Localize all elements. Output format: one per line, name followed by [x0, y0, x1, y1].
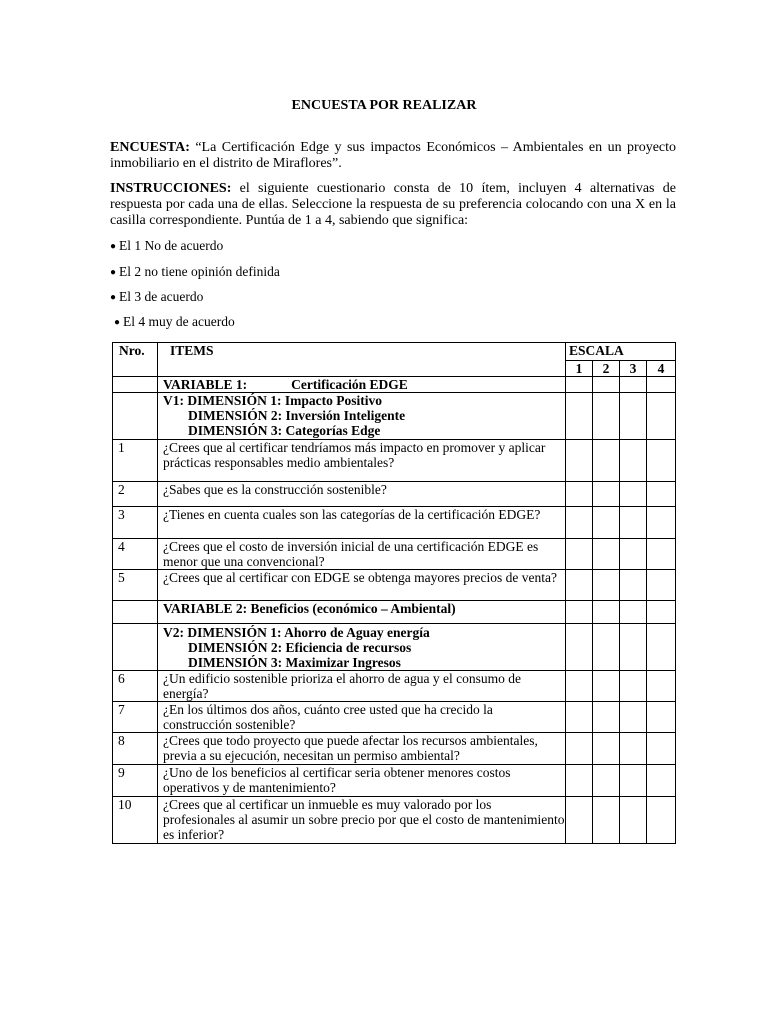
- dimension-row: [113, 624, 676, 671]
- answer-cell[interactable]: [647, 601, 676, 624]
- bullet-icon: ●: [110, 267, 117, 278]
- item-question: ¿Crees que al certificar un inmueble es muy valorado por los profesionales al asumir un sobre precio por que el costo de mantenimiento es inferior?: [158, 797, 566, 844]
- item-question: ¿Crees que todo proyecto que puede afectar los recursos ambientales, previa a su ejecución, necesitan un permiso ambiental?: [158, 733, 566, 765]
- header-escala: ESCALA: [566, 343, 676, 361]
- answer-cell[interactable]: [593, 765, 620, 797]
- item-number: 4: [113, 539, 158, 570]
- item-number: 7: [113, 702, 158, 733]
- answer-cell[interactable]: [566, 797, 593, 844]
- answer-cell[interactable]: [647, 507, 676, 539]
- table-row: [113, 671, 676, 702]
- answer-cell[interactable]: [647, 702, 676, 733]
- item-number: 3: [113, 507, 158, 539]
- dimension-row: [113, 393, 676, 440]
- table-row: [113, 440, 676, 482]
- item-question: ¿Uno de los beneficios al certificar seria obtener menores costos operativos y de mantenimiento?: [158, 765, 566, 797]
- answer-cell[interactable]: [647, 570, 676, 601]
- answer-cell[interactable]: [620, 482, 647, 507]
- table-row: [113, 797, 676, 844]
- instrucciones-text: el siguiente cuestionario consta de 10 ítem, incluyen 4 alternativas de respuesta por cada una de ellas. Seleccione la respuesta de su preferencia colocando con una X en la casilla correspondiente. Puntúa de 1 a 4, sabiendo que significa:: [110, 181, 676, 228]
- variable-row: [113, 601, 676, 624]
- answer-cell[interactable]: [566, 765, 593, 797]
- scale-2: 2: [593, 361, 620, 377]
- answer-cell[interactable]: [647, 377, 676, 393]
- bullet-item: ● El 3 de acuerdo: [110, 289, 204, 304]
- v2-dimensions: V2: DIMENSIÓN 1: Ahorro de Aguay energía DIMENSIÓN 2: Eficiencia de recursos DIMENSIÓN 3: Maximizar Ingresos: [158, 624, 566, 671]
- answer-cell[interactable]: [566, 440, 593, 482]
- answer-cell[interactable]: [566, 570, 593, 601]
- answer-cell[interactable]: [620, 440, 647, 482]
- bullet-item: ● El 1 No de acuerdo: [110, 238, 224, 253]
- answer-cell[interactable]: [620, 539, 647, 570]
- answer-cell[interactable]: [566, 539, 593, 570]
- instrucciones-label: INSTRUCCIONES:: [110, 181, 232, 196]
- header-items: ITEMS: [158, 343, 566, 377]
- answer-cell[interactable]: [647, 765, 676, 797]
- answer-cell[interactable]: [620, 671, 647, 702]
- table-row: [113, 539, 676, 570]
- answer-cell[interactable]: [593, 507, 620, 539]
- answer-cell[interactable]: [593, 733, 620, 765]
- answer-cell[interactable]: [593, 377, 620, 393]
- item-question: ¿En los últimos dos años, cuánto cree usted que ha crecido la construcción sostenible?: [158, 702, 566, 733]
- answer-cell[interactable]: [620, 393, 647, 440]
- answer-cell[interactable]: [620, 507, 647, 539]
- answer-cell[interactable]: [593, 624, 620, 671]
- bullet-icon: ●: [110, 241, 117, 252]
- answer-cell[interactable]: [566, 671, 593, 702]
- answer-cell[interactable]: [647, 671, 676, 702]
- table-row: [113, 765, 676, 797]
- answer-cell[interactable]: [620, 601, 647, 624]
- item-number: 6: [113, 671, 158, 702]
- table-row: [113, 570, 676, 601]
- bullet-icon: ●: [114, 317, 121, 328]
- answer-cell[interactable]: [593, 393, 620, 440]
- header-nro: Nro.: [113, 343, 158, 377]
- table-header-row: [113, 343, 676, 361]
- scale-3: 3: [620, 361, 647, 377]
- scale-1: 1: [566, 361, 593, 377]
- answer-cell[interactable]: [647, 482, 676, 507]
- item-number: 8: [113, 733, 158, 765]
- answer-cell[interactable]: [620, 797, 647, 844]
- item-number: 5: [113, 570, 158, 601]
- item-number: 10: [113, 797, 158, 844]
- variable-1-label: VARIABLE 1: Certificación EDGE: [158, 377, 566, 393]
- item-question: ¿Un edificio sostenible prioriza el ahorro de agua y el consumo de energía?: [158, 671, 566, 702]
- answer-cell[interactable]: [566, 702, 593, 733]
- answer-cell[interactable]: [566, 601, 593, 624]
- answer-cell[interactable]: [566, 393, 593, 440]
- answer-cell[interactable]: [566, 624, 593, 671]
- scale-4: 4: [647, 361, 676, 377]
- answer-cell[interactable]: [620, 570, 647, 601]
- item-number: 1: [113, 440, 158, 482]
- answer-cell[interactable]: [647, 539, 676, 570]
- item-question: ¿Crees que al certificar tendríamos más impacto en promover y aplicar prácticas responsables medio ambientales?: [158, 440, 566, 482]
- answer-cell[interactable]: [647, 733, 676, 765]
- bullet-icon: ●: [110, 292, 117, 303]
- item-question: ¿Crees que el costo de inversión inicial de una certificación EDGE es menor que una convencional?: [158, 539, 566, 570]
- variable-row: [113, 377, 676, 393]
- table-row: [113, 507, 676, 539]
- answer-cell[interactable]: [566, 733, 593, 765]
- table-row: [113, 733, 676, 765]
- item-question: ¿Crees que al certificar con EDGE se obtenga mayores precios de venta?: [158, 570, 566, 601]
- answer-cell[interactable]: [647, 797, 676, 844]
- instrucciones-paragraph: [110, 181, 676, 229]
- item-number: 2: [113, 482, 158, 507]
- table-row: [113, 702, 676, 733]
- bullet-item: ● El 2 no tiene opinión definida: [110, 264, 280, 279]
- answer-cell[interactable]: [566, 482, 593, 507]
- page-title: ENCUESTA POR REALIZAR: [291, 98, 477, 113]
- answer-cell[interactable]: [620, 733, 647, 765]
- answer-cell[interactable]: [566, 377, 593, 393]
- encuesta-text: “La Certificación Edge y sus impactos Económicos – Ambientales en un proyecto inmobiliario en el distrito de Miraflores”.: [110, 140, 677, 171]
- encuesta-label: ENCUESTA:: [110, 140, 190, 155]
- answer-cell[interactable]: [620, 377, 647, 393]
- answer-cell[interactable]: [647, 624, 676, 671]
- table-row: [113, 482, 676, 507]
- item-question: ¿Sabes que es la construcción sostenible?: [158, 482, 566, 507]
- answer-cell[interactable]: [566, 507, 593, 539]
- bullet-item: ● El 4 muy de acuerdo: [114, 314, 235, 329]
- answer-cell[interactable]: [593, 601, 620, 624]
- answer-cell[interactable]: [647, 440, 676, 482]
- variable-2-label: VARIABLE 2: Beneficios (económico – Ambiental): [158, 601, 566, 624]
- v1-dimensions: V1: DIMENSIÓN 1: Impacto Positivo DIMENSIÓN 2: Inversión Inteligente DIMENSIÓN 3: Categorías Edge: [158, 393, 566, 440]
- answer-cell[interactable]: [593, 440, 620, 482]
- answer-cell[interactable]: [593, 671, 620, 702]
- survey-table: [112, 342, 676, 844]
- answer-cell[interactable]: [593, 570, 620, 601]
- answer-cell[interactable]: [647, 393, 676, 440]
- encuesta-paragraph: [110, 140, 676, 172]
- answer-cell[interactable]: [593, 539, 620, 570]
- answer-cell[interactable]: [593, 797, 620, 844]
- item-number: 9: [113, 765, 158, 797]
- answer-cell[interactable]: [593, 702, 620, 733]
- answer-cell[interactable]: [593, 482, 620, 507]
- answer-cell[interactable]: [620, 702, 647, 733]
- answer-cell[interactable]: [620, 765, 647, 797]
- answer-cell[interactable]: [620, 624, 647, 671]
- item-question: ¿Tienes en cuenta cuales son las categorías de la certificación EDGE?: [158, 507, 566, 539]
